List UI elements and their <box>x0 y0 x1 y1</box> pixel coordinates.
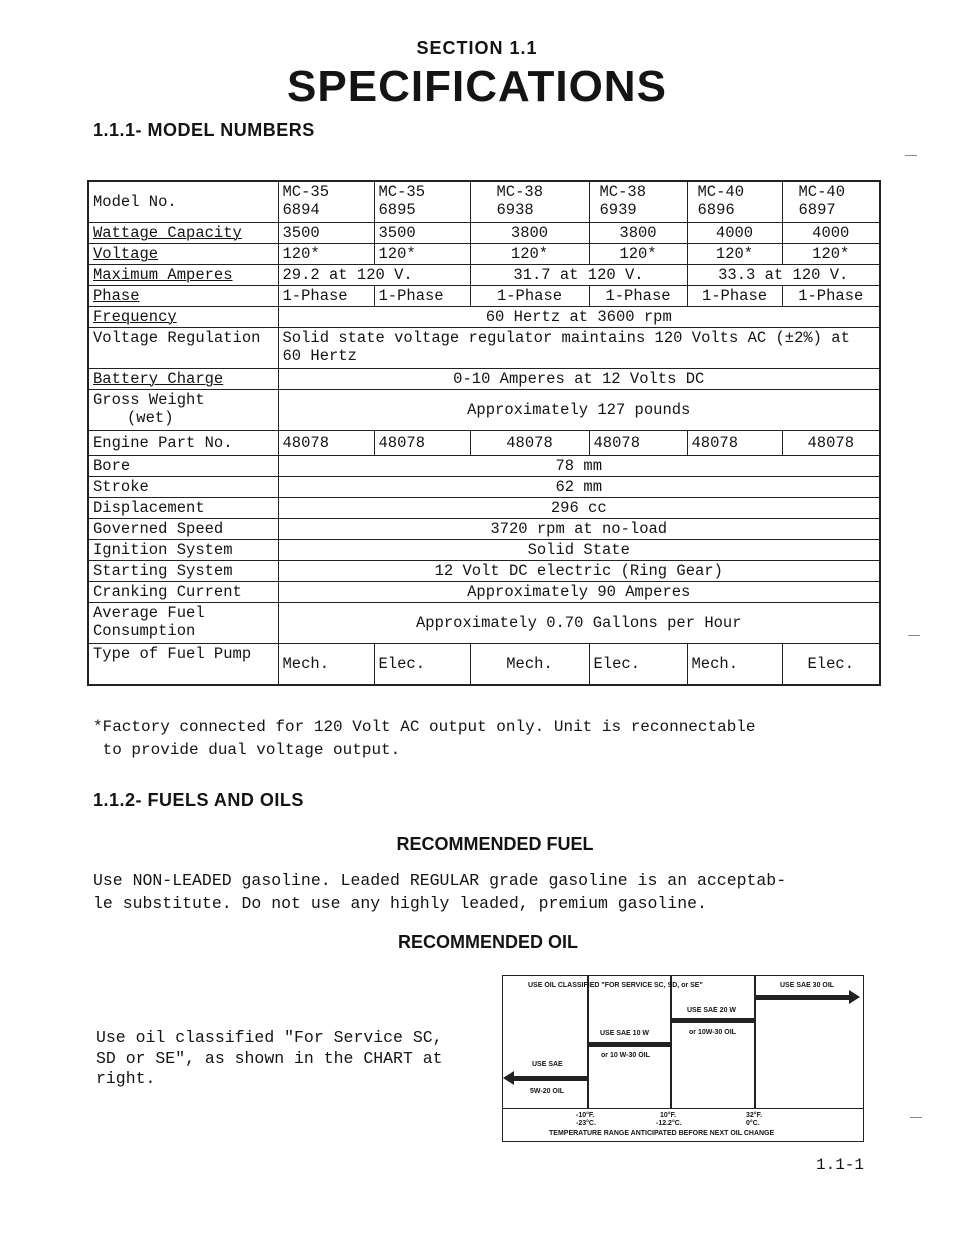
table-row <box>88 181 880 223</box>
cranking-cell: Approximately 90 Amperes <box>278 582 880 603</box>
arrow-left-icon <box>503 1071 514 1085</box>
sae10-alt-label: or 10 W-30 OIL <box>601 1052 650 1059</box>
wattage-cell: 3800 <box>470 223 589 244</box>
phase-cell: 1-Phase <box>687 286 782 307</box>
fuel-consumption-label: Average Fuel Consumption <box>88 603 278 644</box>
model-name: MC-38 <box>496 183 544 201</box>
max-amperes-cell: 31.7 at 120 V. <box>470 265 687 286</box>
phase-cell: 1-Phase <box>470 286 589 307</box>
table-row <box>88 561 880 582</box>
voltage-cell: 120* <box>470 244 589 265</box>
engine-part-cell: 48078 <box>470 431 589 456</box>
ignition-cell: Solid State <box>278 540 880 561</box>
specifications-table <box>87 180 881 686</box>
voltage-cell: 120* <box>278 244 374 265</box>
starting-label: Starting System <box>88 561 278 582</box>
model-cell <box>782 181 880 223</box>
weight-cell: Approximately 127 pounds <box>278 390 880 431</box>
voltage-label: Voltage <box>88 244 278 265</box>
table-row <box>88 477 880 498</box>
sae20-range-bar <box>670 1018 754 1023</box>
model-number: 6896 <box>697 201 735 219</box>
fuel-paragraph: Use NON-LEADED gasoline. Leaded REGULAR grade gasoline is an acceptab- le substitute. Do not use any highly leaded, premium gasoline. <box>93 871 787 913</box>
model-number: 6939 <box>599 201 637 219</box>
model-cell <box>470 181 589 223</box>
table-row <box>88 540 880 561</box>
sae30-range-bar <box>754 995 850 1000</box>
max-amperes-label: Maximum Amperes <box>88 265 278 286</box>
table-row <box>88 456 880 477</box>
weight-label <box>88 390 278 431</box>
table-row <box>88 390 880 431</box>
phase-cell: 1-Phase <box>782 286 880 307</box>
table-row <box>88 369 880 390</box>
sae5-alt-label: 5W-20 OIL <box>530 1088 565 1095</box>
sae5-range-bar <box>513 1076 587 1081</box>
margin-mark <box>905 155 917 156</box>
fuel-pump-cell: Elec. <box>589 644 687 686</box>
fuel-pump-cell: Mech. <box>470 644 589 686</box>
tick-f-label: -10°F. <box>576 1112 595 1119</box>
tick-f-label: 32°F. <box>746 1112 763 1119</box>
table-row <box>88 223 880 244</box>
model-cell <box>374 181 470 223</box>
sae10-label: USE SAE 10 W <box>600 1030 650 1037</box>
table-row <box>88 328 880 369</box>
table-row <box>88 582 880 603</box>
chart-divider <box>670 976 672 1108</box>
max-amperes-cell: 29.2 at 120 V. <box>278 265 470 286</box>
model-number: 6894 <box>282 201 320 219</box>
section-label: SECTION 1.1 <box>416 38 538 58</box>
displacement-cell: 296 cc <box>278 498 880 519</box>
wattage-cell: 4000 <box>687 223 782 244</box>
sae20-label: USE SAE 20 W <box>687 1007 737 1014</box>
table-row <box>88 286 880 307</box>
displacement-label: Displacement <box>88 498 278 519</box>
phase-label: Phase <box>88 286 278 307</box>
bore-label: Bore <box>88 456 278 477</box>
battery-cell: 0-10 Amperes at 12 Volts DC <box>278 369 880 390</box>
wattage-cell: 4000 <box>782 223 880 244</box>
voltage-cell: 120* <box>374 244 470 265</box>
model-cell <box>278 181 374 223</box>
engine-part-cell: 48078 <box>687 431 782 456</box>
ignition-label: Ignition System <box>88 540 278 561</box>
fuel-pump-cell: Elec. <box>374 644 470 686</box>
chart-caption: TEMPERATURE RANGE ANTICIPATED BEFORE NEXT OIL CHANGE <box>549 1130 775 1137</box>
frequency-label: Frequency <box>88 307 278 328</box>
model-cell <box>589 181 687 223</box>
frequency-cell: 60 Hertz at 3600 rpm <box>278 307 880 328</box>
sae20-alt-label: or 10W-30 OIL <box>689 1029 736 1036</box>
table-row <box>88 307 880 328</box>
oil-chart-plot <box>503 976 863 1109</box>
wattage-cell: 3500 <box>278 223 374 244</box>
tick-c-label: -12.2°C. <box>656 1120 682 1127</box>
model-number: 6895 <box>378 201 416 219</box>
stroke-label: Stroke <box>88 477 278 498</box>
model-name: MC-35 <box>378 183 426 201</box>
battery-label: Battery Charge <box>88 369 278 390</box>
model-cell <box>687 181 782 223</box>
engine-part-label: Engine Part No. <box>88 431 278 456</box>
model-name: MC-40 <box>798 183 846 201</box>
voltage-cell: 120* <box>687 244 782 265</box>
wattage-label: Wattage Capacity <box>88 223 278 244</box>
oil-paragraph: Use oil classified "For Service SC, SD or SE", as shown in the CHART at right. <box>96 1028 443 1088</box>
table-row <box>88 498 880 519</box>
voltage-cell: 120* <box>782 244 880 265</box>
model-name: MC-40 <box>697 183 745 201</box>
table-row <box>88 265 880 286</box>
chart-header-left: USE OIL CLASSIFIED "FOR SERVICE SC, SD, or SE" <box>528 982 703 989</box>
margin-mark <box>908 635 920 636</box>
phase-cell: 1-Phase <box>589 286 687 307</box>
phase-cell: 1-Phase <box>278 286 374 307</box>
page-title: SPECIFICATIONS <box>287 62 667 111</box>
table-row <box>88 431 880 456</box>
fuel-pump-cell: Mech. <box>278 644 374 686</box>
oil-viscosity-chart <box>502 975 864 1142</box>
engine-part-cell: 48078 <box>782 431 880 456</box>
stroke-cell: 62 mm <box>278 477 880 498</box>
recommended-oil-heading: RECOMMENDED OIL <box>398 932 578 952</box>
table-row <box>88 644 880 686</box>
model-name: MC-38 <box>599 183 647 201</box>
chart-header-right: USE SAE 30 OIL <box>780 982 835 989</box>
fuel-pump-cell: Elec. <box>782 644 880 686</box>
model-name: MC-35 <box>282 183 330 201</box>
table-row <box>88 603 880 644</box>
fuel-consumption-cell: Approximately 0.70 Gallons per Hour <box>278 603 880 644</box>
model-number: 6897 <box>798 201 836 219</box>
governed-speed-cell: 3720 rpm at no-load <box>278 519 880 540</box>
governed-speed-label: Governed Speed <box>88 519 278 540</box>
model-label: Model No. <box>88 181 278 223</box>
model-numbers-heading: 1.1.1- MODEL NUMBERS <box>93 120 315 140</box>
fuel-pump-cell: Mech. <box>687 644 782 686</box>
engine-part-cell: 48078 <box>589 431 687 456</box>
margin-mark <box>910 1117 922 1118</box>
model-number: 6938 <box>496 201 534 219</box>
tick-c-label: 0°C. <box>746 1120 760 1127</box>
fuel-pump-label: Type of Fuel Pump <box>88 644 278 686</box>
cranking-label: Cranking Current <box>88 582 278 603</box>
table-row <box>88 519 880 540</box>
arrow-right-icon <box>849 990 860 1004</box>
sae10-range-bar <box>587 1042 670 1047</box>
fuels-oils-heading: 1.1.2- FUELS AND OILS <box>93 790 304 810</box>
regulation-label: Voltage Regulation <box>88 328 278 369</box>
engine-part-cell: 48078 <box>278 431 374 456</box>
page-number: 1.1-1 <box>816 1156 865 1174</box>
engine-part-cell: 48078 <box>374 431 470 456</box>
bore-cell: 78 mm <box>278 456 880 477</box>
wattage-cell: 3500 <box>374 223 470 244</box>
tick-c-label: -23°C. <box>576 1120 596 1127</box>
table-row <box>88 244 880 265</box>
phase-cell: 1-Phase <box>374 286 470 307</box>
wattage-cell: 3800 <box>589 223 687 244</box>
max-amperes-cell: 33.3 at 120 V. <box>687 265 880 286</box>
recommended-fuel-heading: RECOMMENDED FUEL <box>396 834 594 854</box>
weight-label-line: (wet) <box>127 409 174 427</box>
sae5-label: USE SAE <box>532 1061 563 1068</box>
weight-label-line: Gross Weight <box>93 391 205 409</box>
voltage-footnote: *Factory connected for 120 Volt AC output only. Unit is reconnectable to provide dual voltage output. <box>93 718 756 759</box>
regulation-cell: Solid state voltage regulator maintains 120 Volts AC (±2%) at 60 Hertz <box>278 328 880 369</box>
starting-cell: 12 Volt DC electric (Ring Gear) <box>278 561 880 582</box>
tick-f-label: 10°F. <box>660 1112 677 1119</box>
voltage-cell: 120* <box>589 244 687 265</box>
